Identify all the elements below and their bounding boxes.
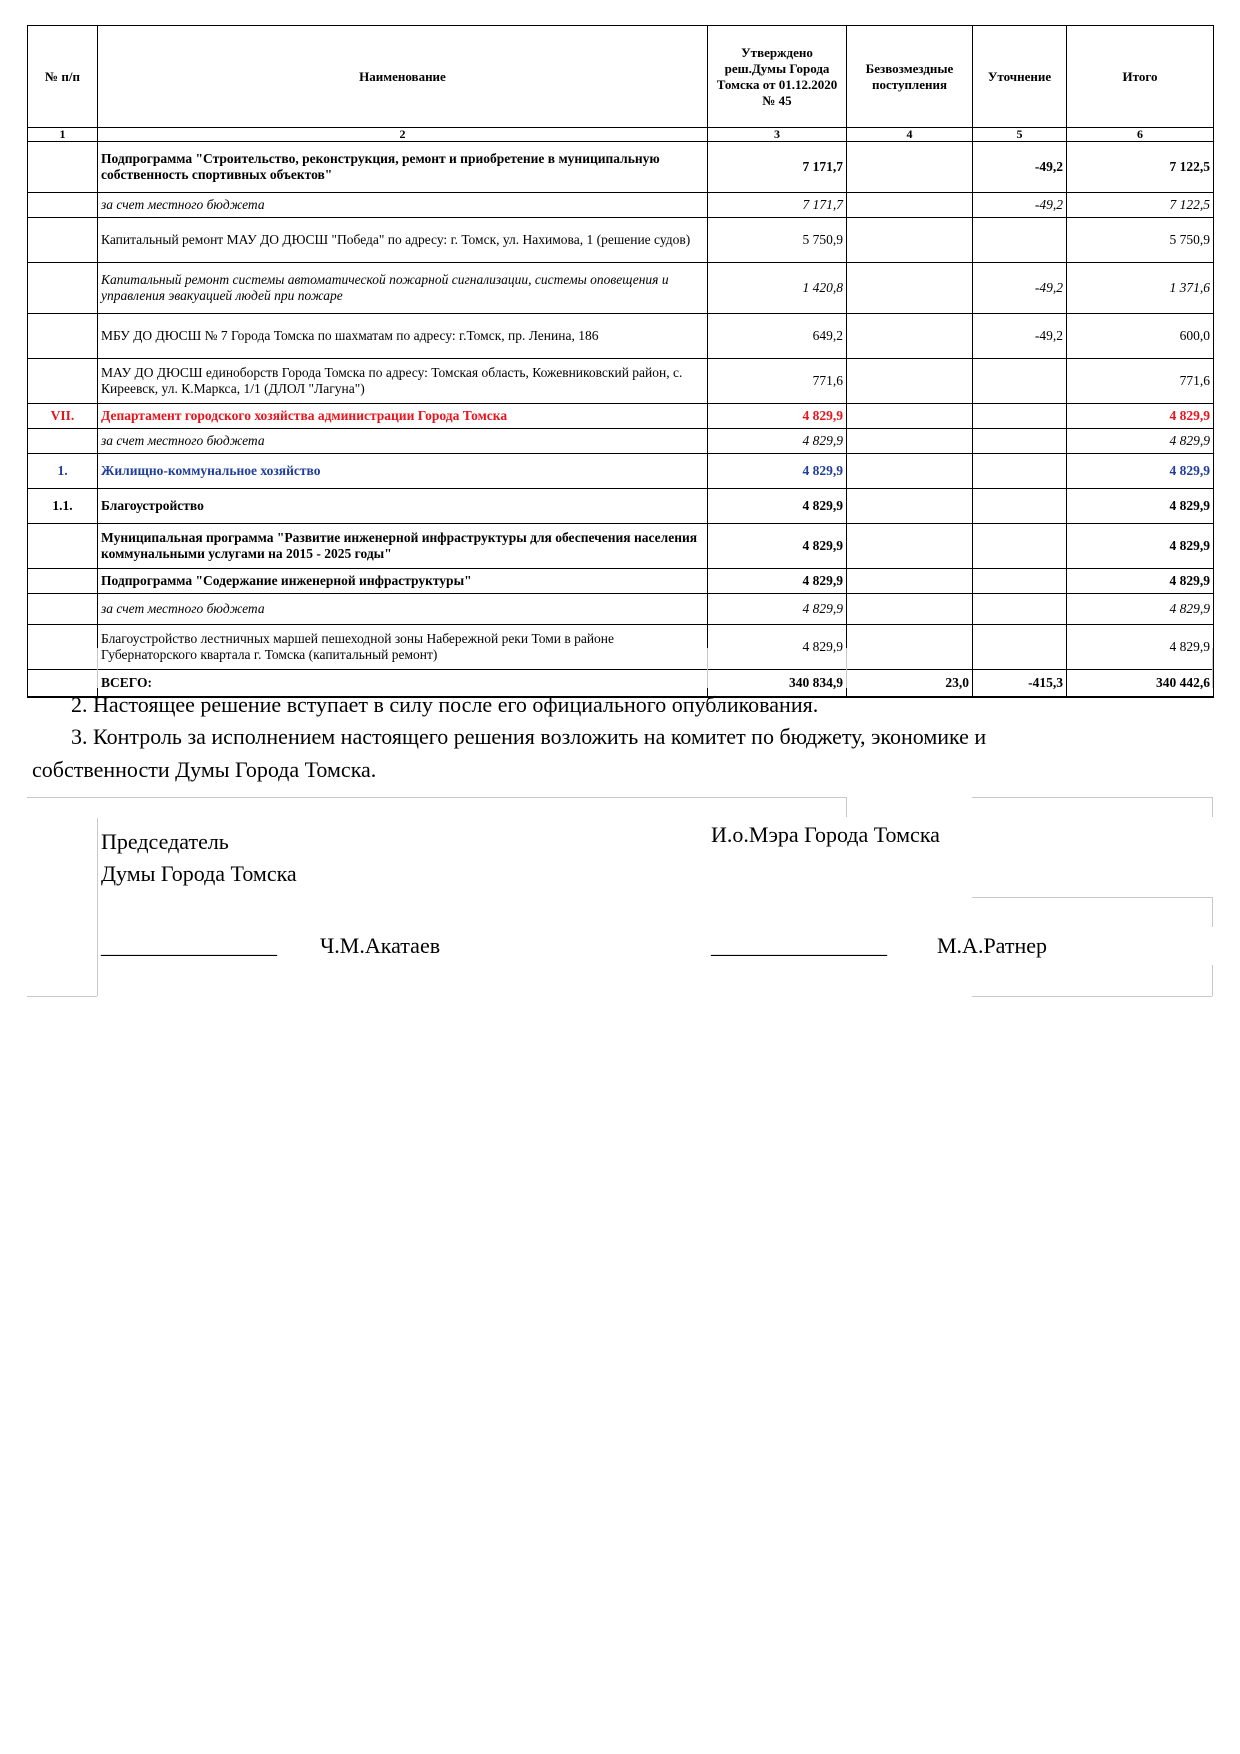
- row-approved: 771,6: [708, 359, 847, 404]
- row-grants: 23,0: [847, 670, 973, 698]
- table-row: [28, 569, 1214, 594]
- row-number: [28, 594, 98, 625]
- row-approved: 7 171,7: [708, 193, 847, 218]
- table-row: [28, 218, 1214, 263]
- row-grants: [847, 594, 973, 625]
- row-number: [28, 524, 98, 569]
- row-adjust: [973, 454, 1067, 489]
- row-name: за счет местного бюджета: [98, 594, 708, 625]
- row-adjust: [973, 489, 1067, 524]
- row-total: 4 829,9: [1067, 429, 1214, 454]
- row-total: 1 371,6: [1067, 263, 1214, 314]
- row-total: 771,6: [1067, 359, 1214, 404]
- grid-line: [97, 818, 98, 996]
- grid-line: [1212, 797, 1213, 817]
- table-row: [28, 263, 1214, 314]
- row-adjust: [973, 524, 1067, 569]
- row-approved: 1 420,8: [708, 263, 847, 314]
- row-number: 1.1.: [28, 489, 98, 524]
- table-row: [28, 524, 1214, 569]
- table-row: [28, 454, 1214, 489]
- row-total: 5 750,9: [1067, 218, 1214, 263]
- chairman-title: Председатель: [101, 829, 229, 854]
- table-row: [28, 594, 1214, 625]
- row-grants: [847, 314, 973, 359]
- row-total: 4 829,9: [1067, 625, 1214, 670]
- chairman-name: Ч.М.Акатаев: [320, 933, 441, 958]
- row-grants: [847, 404, 973, 429]
- row-approved: 4 829,9: [708, 454, 847, 489]
- row-name: Муниципальная программа "Развитие инженерной инфраструктуры для обеспечения населения коммунальными услугами на 2015 - 2025 годы": [98, 524, 708, 569]
- row-grants: [847, 429, 973, 454]
- row-approved: 4 829,9: [708, 594, 847, 625]
- row-total: 7 122,5: [1067, 193, 1214, 218]
- row-number: [28, 263, 98, 314]
- row-name: МАУ ДО ДЮСШ единоборств Города Томска по адресу: Томская область, Кожевниковский район, с. Киреевск, ул. К.Маркса, 1/1 (ДЛОЛ "Лагуна"): [98, 359, 708, 404]
- row-name: Подпрограмма "Содержание инженерной инфраструктуры": [98, 569, 708, 594]
- header-name: Наименование: [98, 26, 708, 128]
- budget-table: [27, 25, 1214, 698]
- row-total: 4 829,9: [1067, 524, 1214, 569]
- row-approved: 4 829,9: [708, 524, 847, 569]
- header-approved: Утверждено реш.Думы Города Томска от 01.12.2020 № 45: [708, 26, 847, 128]
- grid-line: [707, 648, 708, 688]
- row-total: 340 442,6: [1067, 670, 1214, 698]
- row-name: за счет местного бюджета: [98, 193, 708, 218]
- row-total: 4 829,9: [1067, 489, 1214, 524]
- header-total: Итого: [1067, 26, 1214, 128]
- row-grants: [847, 359, 973, 404]
- grid-line: [97, 648, 98, 688]
- row-total: 4 829,9: [1067, 569, 1214, 594]
- row-name: Капитальный ремонт МАУ ДО ДЮСШ "Победа" по адресу: г. Томск, ул. Нахимова, 1 (решение судов): [98, 218, 708, 263]
- row-name: за счет местного бюджета: [98, 429, 708, 454]
- header-num: № п/п: [28, 26, 98, 128]
- col-number: 6: [1067, 128, 1214, 142]
- row-adjust: [973, 359, 1067, 404]
- mayor-signature-line: ________________: [711, 933, 887, 958]
- row-number: [28, 314, 98, 359]
- row-adjust: -49,2: [973, 193, 1067, 218]
- table-row: [28, 429, 1214, 454]
- table-row: [28, 625, 1214, 670]
- table-row: [28, 142, 1214, 193]
- row-adjust: -49,2: [973, 263, 1067, 314]
- grid-line: [27, 797, 847, 798]
- row-approved: 649,2: [708, 314, 847, 359]
- header-adjust: Уточнение: [973, 26, 1067, 128]
- row-number: [28, 218, 98, 263]
- chairman-signature-line: ________________: [101, 933, 277, 958]
- row-approved: 4 829,9: [708, 404, 847, 429]
- row-total: 4 829,9: [1067, 454, 1214, 489]
- row-adjust: [973, 218, 1067, 263]
- row-adjust: -415,3: [973, 670, 1067, 698]
- row-name: МБУ ДО ДЮСШ № 7 Города Томска по шахматам по адресу: г.Томск, пр. Ленина, 186: [98, 314, 708, 359]
- row-number: [28, 569, 98, 594]
- row-grants: [847, 625, 973, 670]
- row-name: Капитальный ремонт системы автоматической пожарной сигнализации, системы оповещения и управления эвакуацией людей при пожаре: [98, 263, 708, 314]
- col-number: 1: [28, 128, 98, 142]
- row-name: Жилищно-коммунальное хозяйство: [98, 454, 708, 489]
- table-row: [28, 489, 1214, 524]
- row-name: Благоустройство лестничных маршей пешеходной зоны Набережной реки Томи в районе Губернаторского квартала г. Томска (капитальный ремонт): [98, 625, 708, 670]
- row-adjust: [973, 594, 1067, 625]
- grid-line: [1212, 897, 1213, 927]
- row-total: 600,0: [1067, 314, 1214, 359]
- row-number: [28, 193, 98, 218]
- row-approved: 7 171,7: [708, 142, 847, 193]
- table-row: [28, 404, 1214, 429]
- col-number: 4: [847, 128, 973, 142]
- row-name: ВСЕГО:: [98, 670, 708, 698]
- column-number-row: [28, 128, 1214, 142]
- row-approved: 4 829,9: [708, 429, 847, 454]
- row-grants: [847, 569, 973, 594]
- paragraph-3-line-2: собственности Думы Города Томска.: [32, 757, 377, 782]
- row-total: 7 122,5: [1067, 142, 1214, 193]
- row-name: Подпрограмма "Строительство, реконструкция, ремонт и приобретение в муниципальную собственность спортивных объектов": [98, 142, 708, 193]
- row-grants: [847, 218, 973, 263]
- row-number: [28, 429, 98, 454]
- row-adjust: [973, 625, 1067, 670]
- row-adjust: -49,2: [973, 142, 1067, 193]
- row-approved: 340 834,9: [708, 670, 847, 698]
- grid-line: [1212, 648, 1213, 688]
- row-approved: 4 829,9: [708, 489, 847, 524]
- col-number: 3: [708, 128, 847, 142]
- row-number: 1.: [28, 454, 98, 489]
- row-approved: 4 829,9: [708, 569, 847, 594]
- paragraph-3-line-1: 3. Контроль за исполнением настоящего решения возложить на комитет по бюджету, экономике и: [71, 724, 987, 749]
- table-row: [28, 359, 1214, 404]
- mayor-title: И.о.Мэра Города Томска: [711, 822, 940, 847]
- row-adjust: -49,2: [973, 314, 1067, 359]
- table-row: [28, 314, 1214, 359]
- col-number: 2: [98, 128, 708, 142]
- row-adjust: [973, 429, 1067, 454]
- col-number: 5: [973, 128, 1067, 142]
- row-number: [28, 142, 98, 193]
- row-number: [28, 359, 98, 404]
- chairman-body: Думы Города Томска: [101, 861, 297, 886]
- paragraph-2: 2. Настоящее решение вступает в силу после его официального опубликования.: [71, 692, 819, 717]
- row-approved: 5 750,9: [708, 218, 847, 263]
- row-grants: [847, 193, 973, 218]
- row-approved: 4 829,9: [708, 625, 847, 670]
- row-total: 4 829,9: [1067, 594, 1214, 625]
- grid-line: [972, 996, 1212, 997]
- row-number: [28, 625, 98, 670]
- row-adjust: [973, 569, 1067, 594]
- grid-line: [1212, 965, 1213, 996]
- row-number: VII.: [28, 404, 98, 429]
- grid-line: [27, 996, 97, 997]
- header-grants: Безвозмездные поступления: [847, 26, 973, 128]
- row-name: Департамент городского хозяйства администрации Города Томска: [98, 404, 708, 429]
- row-grants: [847, 142, 973, 193]
- mayor-name: М.А.Ратнер: [937, 933, 1048, 958]
- row-grants: [847, 263, 973, 314]
- grid-line: [972, 797, 1212, 798]
- row-adjust: [973, 404, 1067, 429]
- grid-line: [846, 797, 847, 817]
- row-name: Благоустройство: [98, 489, 708, 524]
- row-grants: [847, 489, 973, 524]
- table-body: [28, 142, 1214, 698]
- row-grants: [847, 524, 973, 569]
- grid-line: [972, 897, 1212, 898]
- grid-line: [846, 648, 847, 688]
- row-total: 4 829,9: [1067, 404, 1214, 429]
- row-grants: [847, 454, 973, 489]
- table-row: [28, 193, 1214, 218]
- table-header: [28, 26, 1214, 142]
